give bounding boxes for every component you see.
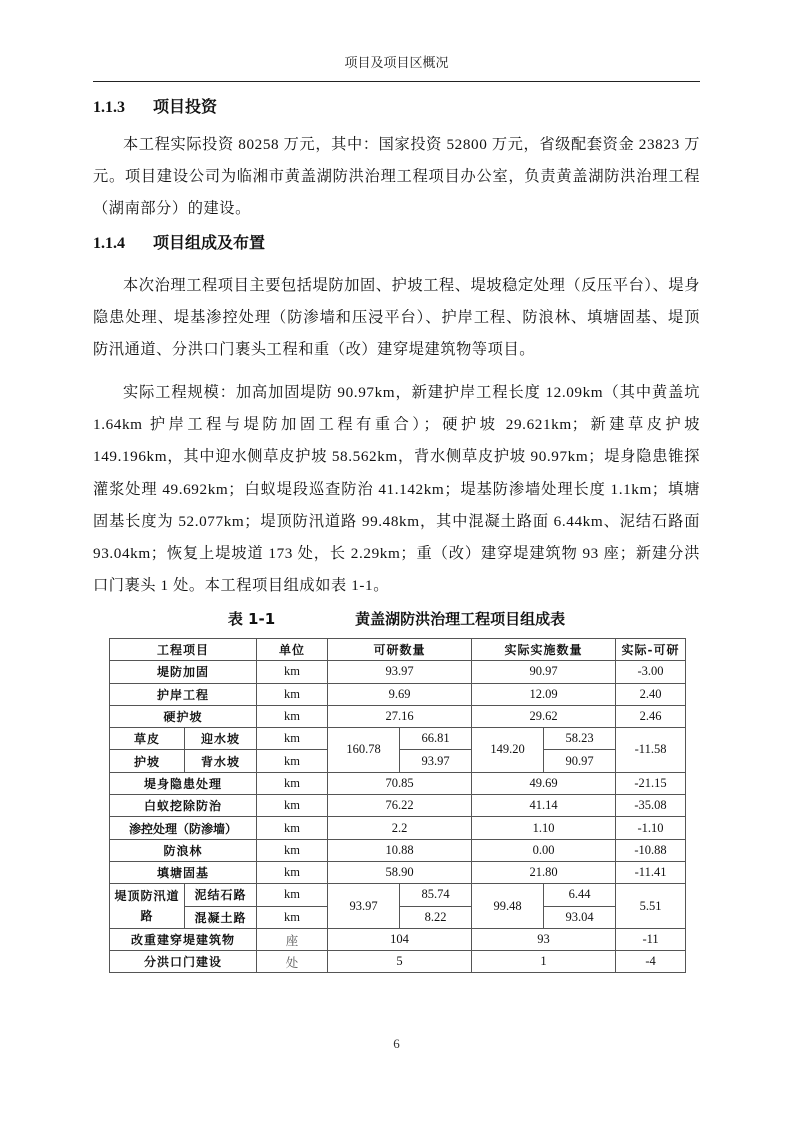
cell-diff: -1.10 xyxy=(616,817,686,839)
section-number: 1.1.3 xyxy=(93,99,125,116)
cell-item: 填塘固基 xyxy=(110,861,257,883)
cell-item: 护岸工程 xyxy=(110,683,257,705)
table-number: 表 1-1 xyxy=(227,610,276,628)
cell-actual: 12.09 xyxy=(472,683,616,705)
cell-plan-total: 160.78 xyxy=(328,728,400,773)
cell-group-top: 草皮 xyxy=(110,728,185,750)
table-row xyxy=(110,661,686,683)
table-header-row xyxy=(110,639,686,661)
cell-item: 分洪口门建设 xyxy=(110,951,257,973)
cell-unit: 座 xyxy=(257,928,328,950)
cell-plan: 5 xyxy=(328,951,472,973)
cell-diff: -11.58 xyxy=(616,728,686,773)
section-title: 项目组成及布置 xyxy=(153,233,266,252)
cell-plan: 93.97 xyxy=(328,661,472,683)
cell-sub-item: 迎水坡 xyxy=(185,728,257,750)
cell-diff: -11 xyxy=(616,928,686,950)
cell-sub-item: 泥结石路 xyxy=(185,884,257,906)
cell-item: 白蚁挖除防治 xyxy=(110,795,257,817)
cell-actual-sub: 58.23 xyxy=(544,728,616,750)
cell-actual: 41.14 xyxy=(472,795,616,817)
section-heading-1-1-4 xyxy=(93,230,265,253)
cell-unit: km xyxy=(257,772,328,794)
cell-diff: -10.88 xyxy=(616,839,686,861)
table-row xyxy=(110,683,686,705)
table-row xyxy=(110,884,686,906)
cell-plan: 10.88 xyxy=(328,839,472,861)
cell-sub-item: 混凝土路 xyxy=(185,906,257,928)
cell-plan: 2.2 xyxy=(328,817,472,839)
cell-unit: km xyxy=(257,839,328,861)
cell-unit: 处 xyxy=(257,951,328,973)
cell-plan: 58.90 xyxy=(328,861,472,883)
table-row xyxy=(110,951,686,973)
header-unit: 单位 xyxy=(257,639,328,661)
cell-plan: 9.69 xyxy=(328,683,472,705)
paragraph-composition: 本次治理工程项目主要包括堤防加固、护坡工程、堤坡稳定处理（反压平台）、堤身隐患处理、堤基渗控处理（防渗墙和压浸平台）、护岸工程、防浪林、填塘固基、堤顶防汛通道、分洪口门裹头工程和重（改）建穿堤建筑物等项目。 xyxy=(93,277,700,359)
cell-unit: km xyxy=(257,906,328,928)
cell-diff: -4 xyxy=(616,951,686,973)
cell-actual: 1.10 xyxy=(472,817,616,839)
paragraph-scale: 实际工程规模：加高加固堤防 90.97km，新建护岸工程长度 12.09km（其中黄盖坑 1.64km 护岸工程与堤防加固工程有重合）；硬护坡 29.621km；新建草皮护坡 149.196km，其中迎水侧草皮护坡 58.562km，背水侧草皮护坡 90.97km；堤身隐患锥探灌浆处理 49.692km；白蚁堤段巡查防治 41.142km；堤基防渗墙处理长度 1.1km；填塘固基长度为 52.077km；堤顶防汛道路 99.48km，其中混凝土路面 6.44km、泥结石路面 93.04km；恢复上堤坡道 173 处，长 2.29km；重（改）建穿堤建筑物 93 座；新建分洪口门裹头 1 处。本工程项目组成如表 1-1。 xyxy=(93,384,700,595)
cell-actual-total: 99.48 xyxy=(472,884,544,929)
cell-diff: -3.00 xyxy=(616,661,686,683)
cell-diff: -35.08 xyxy=(616,795,686,817)
header-plan: 可研数量 xyxy=(328,639,472,661)
section-heading-1-1-3 xyxy=(93,94,217,117)
header-actual: 实际实施数量 xyxy=(472,639,616,661)
cell-item: 堤身隐患处理 xyxy=(110,772,257,794)
cell-actual: 93 xyxy=(472,928,616,950)
header-rule xyxy=(93,81,700,82)
cell-plan-total: 93.97 xyxy=(328,884,400,929)
cell-plan-sub: 85.74 xyxy=(400,884,472,906)
table-row xyxy=(110,817,686,839)
table-row xyxy=(110,705,686,727)
section-title: 项目投资 xyxy=(153,97,218,116)
cell-actual-sub: 90.97 xyxy=(544,750,616,772)
table-title: 黄盖湖防洪治理工程项目组成表 xyxy=(355,610,566,628)
table-row xyxy=(110,728,686,750)
cell-item: 渗控处理（防渗墙） xyxy=(110,817,257,839)
cell-actual: 29.62 xyxy=(472,705,616,727)
cell-plan: 27.16 xyxy=(328,705,472,727)
table-row xyxy=(110,861,686,883)
cell-sub-item: 背水坡 xyxy=(185,750,257,772)
cell-diff: 2.40 xyxy=(616,683,686,705)
cell-unit: km xyxy=(257,795,328,817)
cell-item: 硬护坡 xyxy=(110,705,257,727)
cell-diff: -11.41 xyxy=(616,861,686,883)
cell-actual: 21.80 xyxy=(472,861,616,883)
project-composition-table xyxy=(109,638,686,973)
running-header: 项目及项目区概况 xyxy=(344,55,449,70)
cell-actual-sub: 6.44 xyxy=(544,884,616,906)
page-number: 6 xyxy=(393,1036,400,1051)
cell-actual: 1 xyxy=(472,951,616,973)
cell-plan-sub: 66.81 xyxy=(400,728,472,750)
cell-actual-total: 149.20 xyxy=(472,728,544,773)
cell-plan: 76.22 xyxy=(328,795,472,817)
cell-actual: 49.69 xyxy=(472,772,616,794)
cell-diff: 2.46 xyxy=(616,705,686,727)
cell-actual: 90.97 xyxy=(472,661,616,683)
cell-diff: -21.15 xyxy=(616,772,686,794)
table-row xyxy=(110,772,686,794)
cell-actual: 0.00 xyxy=(472,839,616,861)
cell-unit: km xyxy=(257,817,328,839)
cell-plan: 70.85 xyxy=(328,772,472,794)
cell-unit: km xyxy=(257,750,328,772)
cell-unit: km xyxy=(257,661,328,683)
cell-plan: 104 xyxy=(328,928,472,950)
table-row xyxy=(110,795,686,817)
cell-diff: 5.51 xyxy=(616,884,686,929)
header-item: 工程项目 xyxy=(110,639,257,661)
cell-group-bottom: 护坡 xyxy=(110,750,185,772)
cell-unit: km xyxy=(257,728,328,750)
cell-item: 改重建穿堤建筑物 xyxy=(110,928,257,950)
paragraph-investment: 本工程实际投资 80258 万元，其中：国家投资 52800 万元，省级配套资金 23823 万元。项目建设公司为临湘市黄盖湖防洪治理工程项目办公室，负责黄盖湖防洪治理工程（湖南部分）的建设。 xyxy=(93,136,700,218)
cell-unit: km xyxy=(257,884,328,906)
table-row xyxy=(110,839,686,861)
cell-unit: km xyxy=(257,705,328,727)
cell-plan-sub: 93.97 xyxy=(400,750,472,772)
section-number: 1.1.4 xyxy=(93,235,125,252)
cell-group: 堤顶防汛道路 xyxy=(110,884,185,929)
cell-unit: km xyxy=(257,683,328,705)
cell-unit: km xyxy=(257,861,328,883)
cell-item: 堤防加固 xyxy=(110,661,257,683)
cell-item: 防浪林 xyxy=(110,839,257,861)
header-diff: 实际-可研 xyxy=(616,639,686,661)
cell-plan-sub: 8.22 xyxy=(400,906,472,928)
cell-actual-sub: 93.04 xyxy=(544,906,616,928)
table-caption xyxy=(93,608,700,629)
table-row xyxy=(110,928,686,950)
